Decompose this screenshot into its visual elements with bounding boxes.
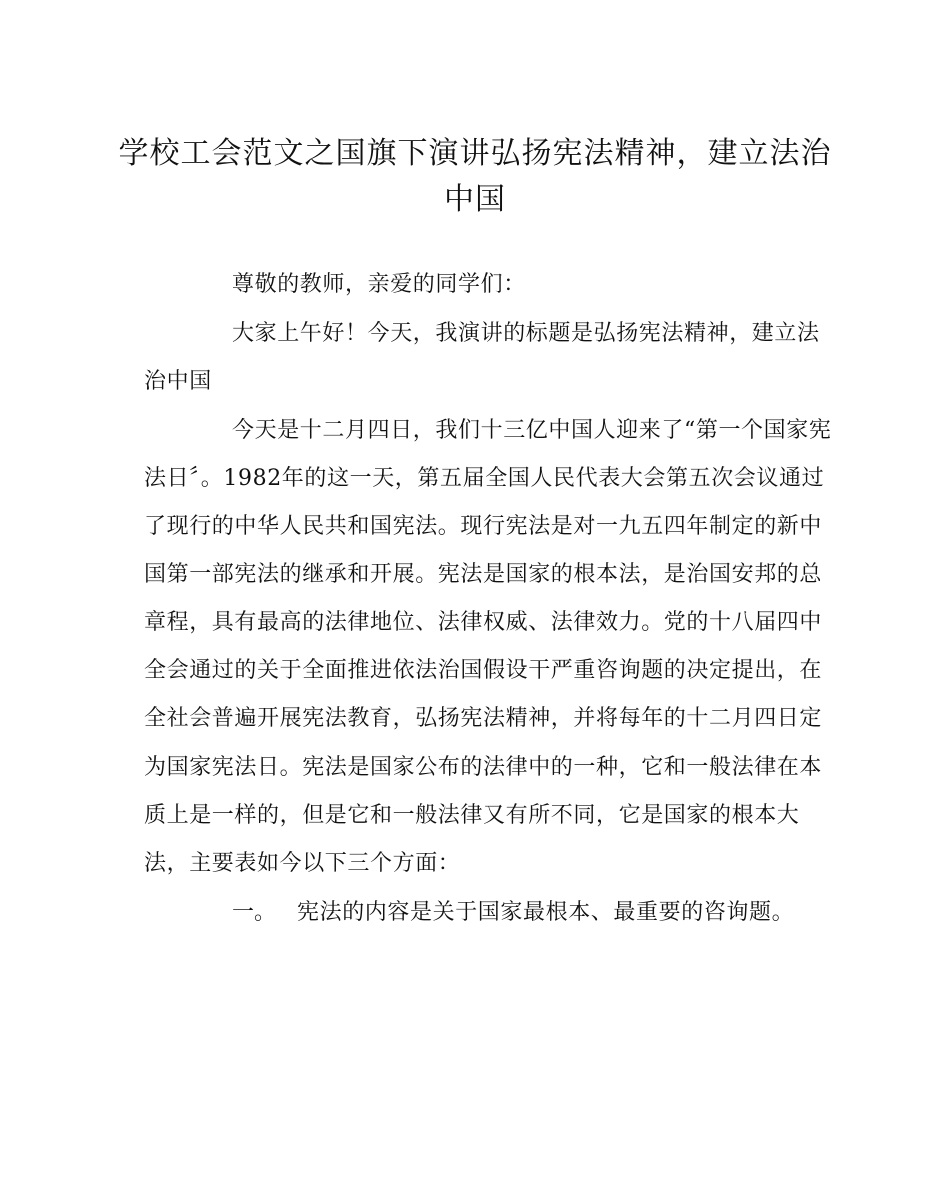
body-line: 国第一部宪法的继承和开展。宪法是国家的根本法，是治国安邦的总 bbox=[144, 562, 823, 587]
body-line: 了现行的中华人民共和国宪法。现行宪法是对一九五四年制定的新中 bbox=[144, 514, 823, 539]
document-title-line-1: 学校工会范文之国旗下演讲弘扬宪法精神，建立法治 bbox=[118, 136, 832, 171]
greeting-line-1: 大家上午好！今天，我演讲的标题是弘扬宪法精神，建立法 bbox=[232, 321, 820, 346]
body-line: 全会通过的关于全面推进依法治国假设干严重咨询题的决定提出，在 bbox=[144, 658, 823, 683]
body-line: 法日〞。1982年的这一天，第五届全国人民代表大会第五次会议通过 bbox=[144, 466, 825, 491]
body-line: 法，主要表如今以下三个方面： bbox=[144, 851, 461, 876]
greeting-line-2: 治中国 bbox=[144, 369, 212, 394]
body-line: 为国家宪法日。宪法是国家公布的法律中的一种，它和一般法律在本 bbox=[144, 755, 823, 780]
body-line: 质上是一样的，但是它和一般法律又有所不同，它是国家的根本大 bbox=[144, 803, 800, 828]
list-item-marker: 一。 bbox=[232, 900, 277, 925]
list-item-text: 宪法的内容是关于国家最根本、最重要的咨询题。 bbox=[297, 900, 795, 925]
body-line: 章程，具有最高的法律地位、法律权威、法律效力。党的十八届四中 bbox=[144, 610, 823, 635]
body-line: 今天是十二月四日，我们十三亿中国人迎来了“第一个国家宪 bbox=[232, 418, 832, 443]
body-line: 全社会普遍开展宪法教育，弘扬宪法精神，并将每年的十二月四日定 bbox=[144, 706, 823, 731]
document-title-line-2: 中国 bbox=[444, 182, 506, 217]
salutation: 尊敬的教师，亲爱的同学们： bbox=[232, 272, 526, 297]
